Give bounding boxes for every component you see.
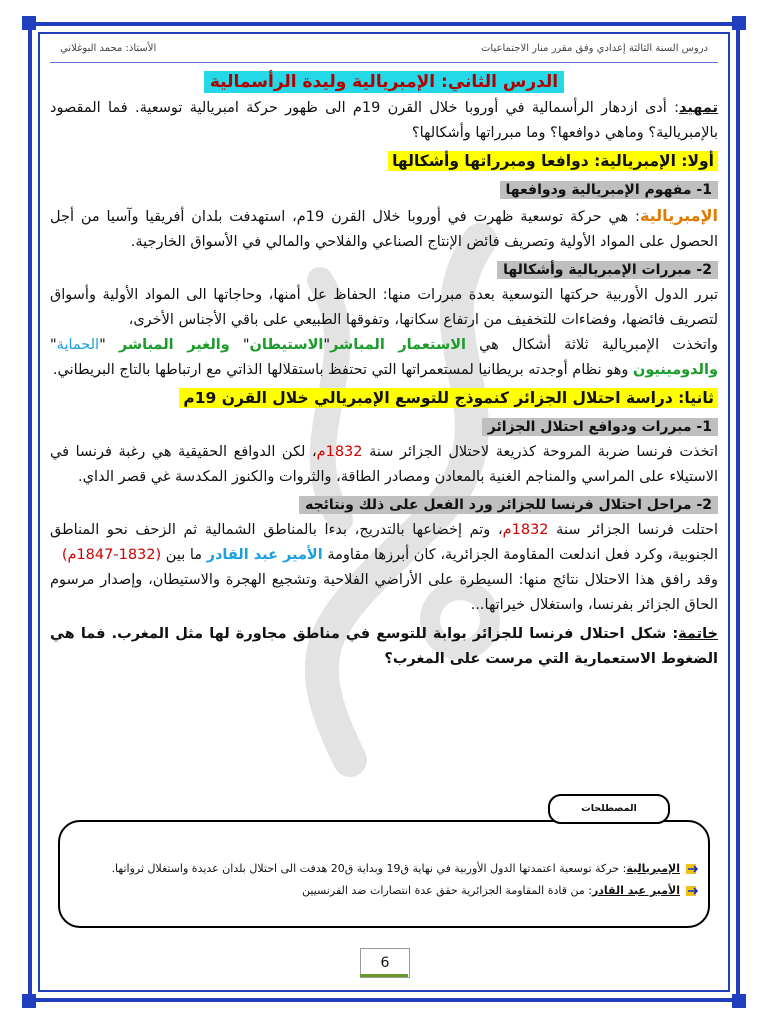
term-item bbox=[80, 858, 698, 880]
stages-text-a: احتلت فرنسا الجزائر سنة bbox=[548, 522, 718, 538]
section1-sub1-title bbox=[50, 178, 718, 203]
term-name: الإمبريالية bbox=[626, 862, 680, 875]
form-dominion: والدومينيون bbox=[632, 362, 718, 378]
quote-mark: " bbox=[229, 337, 250, 353]
frame-corner bbox=[732, 16, 746, 30]
lesson-title-text: الدرس الثاني: الإمبريالية وليدة الرأسمالية bbox=[204, 71, 564, 93]
section1-title-text: أولا: الإمبريالية: دوافعا ومبرراتها وأشكالها bbox=[388, 151, 718, 171]
forms-text-start: واتخذت الإمبريالية ثلاثة أشكال هي bbox=[465, 337, 718, 353]
section1-sub2-title bbox=[50, 258, 718, 283]
emir-abdelkader: الأمير عبد القادر bbox=[206, 547, 323, 563]
intro-text: : أدى ازدهار الرأسمالية في أوروبا خلال القرن 19م الى ظهور حركة امبريالية توسعية. فما المقصود بالإمبريالية؟ وماهي دوافعها؟ وما مبرراتها وأشكالها؟ bbox=[50, 100, 718, 141]
term-definition: : حركة توسعية اعتمدتها الدول الأوربية في نهاية ق19 وبداية ق20 هدفت الى احتلال بلدان عديدة واستغلال ثرواتها. bbox=[111, 862, 627, 875]
resistance-dates: (1832-1847م) bbox=[61, 547, 162, 563]
header-course: دروس السنة الثالثة إعدادي وفق مقرر منار الاجتماعيات bbox=[481, 43, 708, 54]
form-indirect: والغير المباشر bbox=[118, 337, 230, 353]
forms-paragraph bbox=[50, 333, 718, 383]
arrow-bullet-icon bbox=[686, 885, 698, 897]
algeria-motives-paragraph bbox=[50, 440, 718, 490]
frame-corner bbox=[22, 994, 36, 1008]
form-settlement: الاستيطان bbox=[249, 337, 324, 353]
section2-sub1-title-text: 1- مبررات ودوافع احتلال الجزائر bbox=[482, 418, 718, 436]
motives-text-end: ، لكن الدوافع الحقيقية هي رغبة فرنسا في الاستيلاء على المراسي والمناجم الغنية بالمعادن ومصادر الطاقة، والثروات والكنوز المكدسة غي قصر الداي. bbox=[50, 444, 718, 485]
occupation-results-paragraph: وقد رافق هذا الاحتلال نتائج منها: السيطرة على الأراضي الفلاحية وتشجيع الهجرة والاستيطان، وإصدار مرسوم الحاق الجزائر بفرنسا، واستغلال خيراتها... bbox=[50, 572, 718, 613]
quote-mark: " bbox=[323, 337, 331, 353]
terms-list bbox=[80, 858, 698, 902]
term-definition: : من قادة المقاومة الجزائرية حقق عدة انتصارات ضد الفرنسيين bbox=[301, 884, 592, 897]
page-number: 6 bbox=[360, 948, 410, 978]
section2-title bbox=[50, 386, 718, 412]
quote-mark: " bbox=[50, 337, 57, 353]
term-item bbox=[80, 880, 698, 902]
forms-text-end: وهو نظام أوجدته بريطانيا لمستعمراتها التي تحتفظ باستقلالها الذاتي مع ارتباطها بالتاج البريطاني. bbox=[52, 362, 633, 378]
imperialism-definition bbox=[50, 203, 718, 255]
document-body bbox=[50, 42, 718, 672]
conclusion-paragraph bbox=[50, 622, 718, 672]
motives-text-start: اتخذت فرنسا ضربة المروحة كذريعة لاحتلال الجزائر سنة bbox=[362, 444, 718, 460]
imperialism-definition-text: : هي حركة توسعية ظهرت في أوروبا خلال القرن 19م، استهدفت بلدان أفريقيا وآسيا من أجل الحصول على المواد الأولية وتصريف فائض الإنتاج الصناعي والفلاحي والمالي في الأسواق الخارجية. bbox=[50, 209, 718, 250]
section1-sub2-title-text: 2- مبررات الإمبريالية وأشكالها bbox=[497, 261, 718, 279]
conclusion-label: خاتمة bbox=[678, 626, 718, 642]
intro-paragraph bbox=[50, 96, 718, 146]
frame-corner bbox=[732, 994, 746, 1008]
conclusion-text: : شكل احتلال فرنسا للجزائر بوابة للتوسع في مناطق مجاورة لها مثل المغرب. فما هي الضغوط الاستعمارية التي مرست على المغرب؟ bbox=[50, 626, 718, 667]
section2-title-text: ثانيا: دراسة احتلال الجزائر كنموذج للتوسع الإمبريالي خلال القرن 19م bbox=[179, 388, 718, 408]
justifications-paragraph: تبرر الدول الأوربية حركتها التوسعية بعدة مبررات منها: الحفاظ عل أمنها، وحاجاتها الى المواد الأولية وأسواق لتصريف فائضها، وفضاءات للتخفيف من ارتفاع سكانها، وتفوقها الطبيعي على باقي الأجناس الأخرى، bbox=[50, 287, 718, 328]
form-direct-colonization: الاستعمار المباشر bbox=[330, 337, 466, 353]
section2-sub2-title-text: 2- مراحل احتلال فرنسا للجزائر ورد الفعل على ذلك ونتائجه bbox=[299, 496, 718, 514]
section2-sub2-title bbox=[50, 493, 718, 518]
form-protectorate: الحماية bbox=[56, 337, 100, 353]
occupation-stages-paragraph bbox=[50, 518, 718, 568]
term-name: الأمير عبد القادر bbox=[591, 884, 680, 897]
terms-tab: المصطلحات bbox=[548, 794, 670, 824]
stages-text-b: ، وتم إخضاعها بالتدريج، بدءا بالمناطق الشمالية ثم الزحف نحو المناطق الجنوبية، وكرد فعل اندلعت المقاومة الجزائرية، كان أبرزها مقاومة bbox=[50, 522, 718, 563]
section1-sub1-title-text: 1- مفهوم الإمبريالية ودوافعها bbox=[500, 181, 718, 199]
imperialism-term: الإمبريالية bbox=[639, 206, 718, 225]
intro-label: تمهيد bbox=[678, 100, 719, 116]
header-teacher: الأستاذ: محمد البوغلاني bbox=[60, 43, 157, 54]
page-header bbox=[50, 42, 718, 56]
year-1832: 1832م bbox=[502, 522, 549, 538]
section1-title bbox=[50, 149, 718, 175]
stages-text-c: ما بين bbox=[161, 547, 207, 563]
page-number-underline bbox=[360, 974, 408, 977]
arrow-bullet-icon bbox=[686, 863, 698, 875]
quote-mark: " bbox=[99, 337, 119, 353]
year-1832: 1832م bbox=[316, 444, 363, 460]
frame-corner bbox=[22, 16, 36, 30]
lesson-title bbox=[50, 70, 718, 96]
section2-sub1-title bbox=[50, 415, 718, 440]
